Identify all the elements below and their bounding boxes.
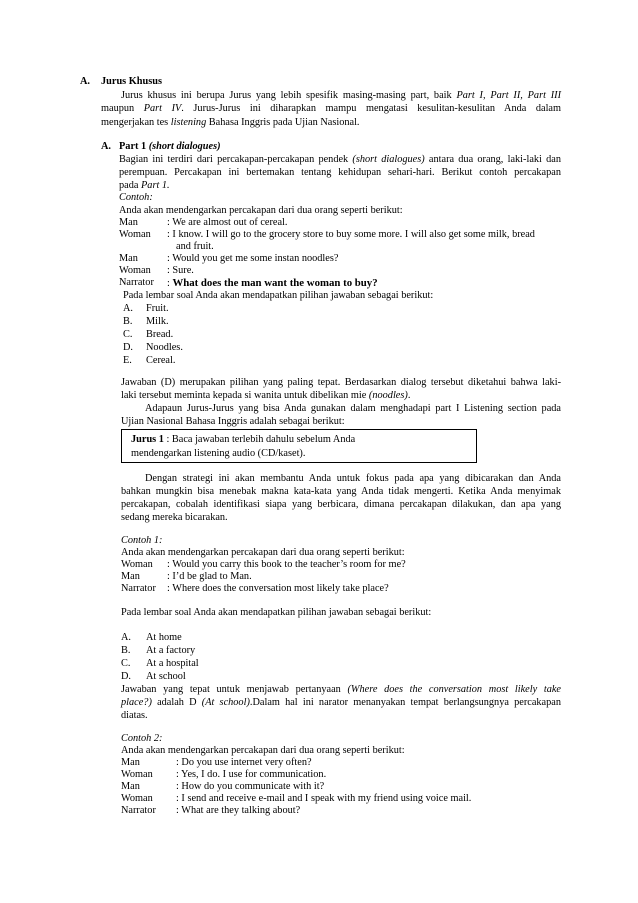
choice-letter: B.: [121, 645, 131, 656]
section-letter: A.: [80, 76, 91, 87]
choice-letter: C.: [123, 329, 133, 340]
dialog-line: : We are almost out of cereal.: [167, 217, 288, 228]
dialog-speaker: Man: [121, 781, 140, 792]
choice-text: At a hospital: [146, 658, 199, 669]
choice-letter: E.: [123, 355, 132, 366]
choice-letter: D.: [123, 342, 134, 353]
choice-text: Bread.: [146, 329, 174, 340]
example1-intro: Anda akan mendengarkan percakapan dari dua orang seperti berikut:: [121, 547, 405, 558]
strategy-line-1: Dengan strategi ini akan membantu Anda untuk fokus pada apa yang dibicarakan dan Anda: [145, 473, 561, 484]
strategy-line-3: percakapan, cobalah identifikasi siapa yang berbicara, dimana percakapan dilakukan, dan apa yang: [121, 499, 561, 510]
strategy-line-2: bahkan mungkin bisa menebak makna kata-kata yang Anda tidak mengerti. Ketika Anda menyimak: [121, 486, 561, 497]
dialog-speaker: Woman: [121, 769, 153, 780]
part-letter: A.: [101, 141, 112, 152]
part-desc-line-2: perempuan. Percakapan ini bertemakan tentang kehidupan sehari-hari. Berikut contoh percakapan: [119, 167, 561, 178]
choice-text: At home: [146, 632, 182, 643]
dialog-speaker: Man: [121, 571, 140, 582]
intro-line-2: maupun Part IV. Jurus-Jurus ini diharapkan mampu mengatasi kesulitan-kesulitan Anda dalam: [101, 103, 562, 114]
choice-letter: A.: [123, 303, 134, 314]
answer-line-2: laki tersebut meminta kepada si wanita untuk dibelikan mie (noodles).: [121, 390, 411, 401]
choice-letter: A.: [121, 632, 132, 643]
dialog-line: : I send and receive e-mail and I speak with my friend using voice mail.: [176, 793, 472, 804]
dialog-line: : What are they talking about?: [176, 805, 301, 816]
dialog-line: : Do you use internet very often?: [176, 757, 312, 768]
dialog-speaker: Woman: [119, 265, 151, 276]
choice-letter: D.: [121, 671, 132, 682]
choice-text: Milk.: [146, 316, 169, 327]
dialog-line: : Would you get me some instan noodles?: [167, 253, 339, 264]
example-label: Contoh:: [119, 192, 153, 203]
example1-answer-line-1: Jawaban yang tepat untuk menjawab pertanyaan (Where does the conversation most likely take: [121, 684, 562, 695]
choice-text: Fruit.: [146, 303, 169, 314]
dialog-speaker: Woman: [121, 793, 153, 804]
dialog-line: : I know. I will go to the grocery store to buy some more. I will also get some milk, bread: [167, 229, 535, 240]
dialog-speaker: Man: [121, 757, 140, 768]
example1-answer-line-2: place?) adalah D (At school).Dalam hal ini narator menanyakan tempat berlangsungnya percakapan: [121, 697, 561, 708]
choice-letter: C.: [121, 658, 131, 669]
dialog-speaker: Man: [119, 253, 138, 264]
dialog-line: : How do you communicate with it?: [176, 781, 325, 792]
dialog-line: : What does the man want the woman to buy?: [167, 277, 378, 289]
choice-letter: B.: [123, 316, 133, 327]
dialog-speaker: Man: [119, 217, 138, 228]
example-intro: Anda akan mendengarkan percakapan dari dua orang seperti berikut:: [119, 205, 403, 216]
example2-intro: Anda akan mendengarkan percakapan dari dua orang seperti berikut:: [121, 745, 405, 756]
jurus-line-2: mendengarkan listening audio (CD/kaset).: [131, 448, 306, 459]
dialog-speaker: Woman: [121, 559, 153, 570]
dialog-line: : Where does the conversation most likely take place?: [167, 583, 389, 594]
choice-text: At a factory: [146, 645, 196, 656]
example1-answer-line-3: diatas.: [121, 710, 148, 721]
dialog-line: : Yes, I do. I use for communication.: [176, 769, 327, 780]
dialog-line: : Sure.: [167, 265, 194, 276]
choice-text: Cereal.: [146, 355, 176, 366]
example2-label: Contoh 2:: [121, 733, 163, 744]
choices-intro: Pada lembar soal Anda akan mendapatkan pilihan jawaban sebagai berikut:: [123, 290, 434, 301]
intro-line-1: Jurus khusus ini berupa Jurus yang lebih spesifik masing-masing part, baik Part I, Part II, Part III: [121, 90, 562, 101]
choice-text: Noodles.: [146, 342, 183, 353]
part-desc-line-1: Bagian ini terdiri dari percakapan-percakapan pendek (short dialogues) antara dua orang, laki-laki dan: [119, 154, 561, 165]
answer-line-1: Jawaban (D) merupakan pilihan yang paling tepat. Berdasarkan dialog tersebut diketahui bahwa laki-: [121, 377, 561, 388]
dialog-speaker: Woman: [119, 229, 151, 240]
dialog-line: : Would you carry this book to the teacher’s room for me?: [167, 559, 406, 570]
intro-line-3: mengerjakan tes listening Bahasa Inggris pada Ujian Nasional.: [101, 117, 360, 128]
dialog-line: and fruit.: [176, 241, 214, 252]
jurus-line-1: Jurus 1 : Baca jawaban terlebih dahulu sebelum Anda: [131, 434, 356, 445]
part-desc-line-3: pada Part 1.: [119, 180, 170, 191]
dialog-line: : I’d be glad to Man.: [167, 571, 252, 582]
example1-choices-intro: Pada lembar soal Anda akan mendapatkan pilihan jawaban sebagai berikut:: [121, 607, 432, 618]
answer-line-4: Ujian Nasional Bahasa Inggris adalah sebagai berikut:: [121, 416, 345, 427]
example1-label: Contoh 1:: [121, 535, 163, 546]
answer-line-3: Adapaun Jurus-Jurus yang bisa Anda gunakan dalam menghadapi part I Listening section pada: [145, 403, 561, 414]
strategy-line-4: sedang mereka bicarakan.: [121, 512, 228, 523]
dialog-speaker: Narrator: [121, 805, 156, 816]
dialog-speaker: Narrator: [119, 277, 154, 288]
section-title: Jurus Khusus: [101, 76, 162, 87]
choice-text: At school: [146, 671, 186, 682]
part-title: Part 1 (short dialogues): [119, 141, 221, 152]
dialog-speaker: Narrator: [121, 583, 156, 594]
